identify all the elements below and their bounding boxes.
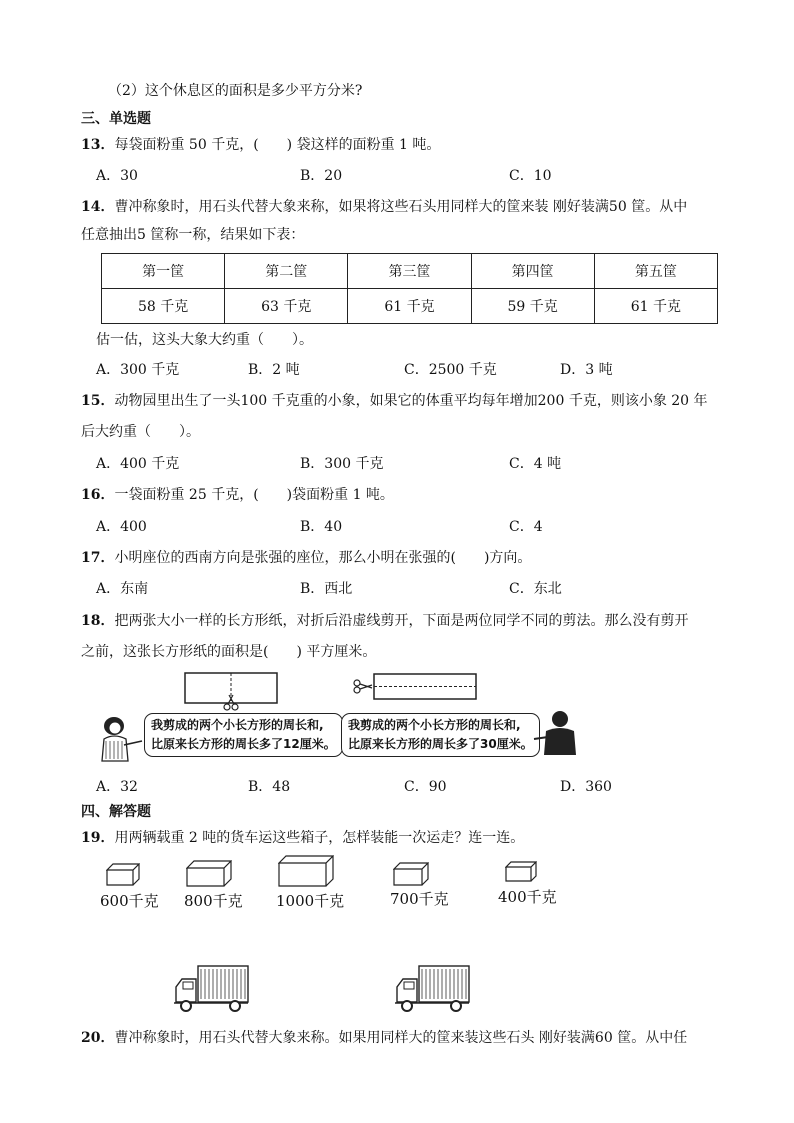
question-text: 每袋面粉重 50 千克，( ) 袋这样的面粉重 1 吨。 xyxy=(114,137,441,153)
question-13 xyxy=(81,135,440,155)
table-cell: 63 千克 xyxy=(225,289,348,324)
table-cell: 58 千克 xyxy=(102,289,225,324)
table-cell: 59 千克 xyxy=(471,289,594,324)
option-b[interactable]: B．48 xyxy=(248,779,291,795)
paper-horizontal-cut-figure xyxy=(352,672,478,702)
option-c[interactable]: C．东北 xyxy=(509,581,562,597)
option-a[interactable]: A．300 千克 xyxy=(96,362,180,378)
question-12-part-2: （2）这个休息区的面积是多少平方分米? xyxy=(108,83,363,99)
truck-icon[interactable] xyxy=(391,963,471,1013)
option-c[interactable]: C．4 xyxy=(509,519,543,535)
question-number: 13． xyxy=(81,137,115,153)
table-cell: 61 千克 xyxy=(594,289,717,324)
option-a[interactable]: A．30 xyxy=(96,168,138,184)
truck-icon[interactable] xyxy=(170,963,250,1013)
question-15-line-1 xyxy=(81,391,708,411)
bubble-line: 我剪成的两个小长方形的周长和, xyxy=(348,718,521,732)
option-a[interactable]: A．东南 xyxy=(96,581,149,597)
box-icon xyxy=(505,861,537,883)
table-row xyxy=(102,289,718,324)
question-text: 小明座位的西南方向是张强的座位，那么小明在张强的( )方向。 xyxy=(114,550,532,566)
box-weight-label: 800千克 xyxy=(184,892,243,910)
student-girl-icon xyxy=(96,715,144,763)
option-c[interactable]: C．10 xyxy=(509,168,552,184)
student-boy-icon xyxy=(532,709,580,757)
speech-bubble-right xyxy=(341,713,540,757)
option-a[interactable]: A．400 xyxy=(96,519,147,535)
paper-vertical-cut-figure xyxy=(184,671,279,711)
table-header-cell: 第一筐 xyxy=(102,254,225,289)
bubble-line: 比原来长方形的周长多了30厘米。 xyxy=(348,737,533,751)
box-icon xyxy=(106,863,140,887)
question-text: 用两辆载重 2 吨的货车运这些箱子，怎样装能一次运走？连一连。 xyxy=(114,830,525,846)
table-header-cell: 第二筐 xyxy=(225,254,348,289)
box-weight-label: 1000千克 xyxy=(276,892,345,910)
table-header-row xyxy=(102,254,718,289)
option-d[interactable]: D．3 吨 xyxy=(560,362,613,378)
option-b[interactable]: B．2 吨 xyxy=(248,362,300,378)
box-weight-label: 600千克 xyxy=(100,892,159,910)
question-number: 18． xyxy=(81,613,115,629)
question-14-line-3: 估一估，这头大象大约重（ ）。 xyxy=(96,332,313,348)
option-b[interactable]: B．20 xyxy=(300,168,343,184)
question-number: 14． xyxy=(81,199,115,215)
question-19 xyxy=(81,828,524,848)
option-c[interactable]: C．2500 千克 xyxy=(404,362,497,378)
question-17 xyxy=(81,548,531,568)
box-icon xyxy=(186,860,232,888)
question-number: 16． xyxy=(81,487,115,503)
section-heading-single-choice: 三、单选题 xyxy=(81,111,151,127)
section-heading-answer-questions: 四、解答题 xyxy=(81,804,151,820)
table-cell: 61 千克 xyxy=(348,289,471,324)
question-number: 15． xyxy=(81,393,115,409)
question-14-line-2: 任意抽出5 筐称一称，结果如下表： xyxy=(81,227,305,243)
table-header-cell: 第四筐 xyxy=(471,254,594,289)
question-20 xyxy=(81,1028,687,1048)
question-15-line-2: 后大约重（ ）。 xyxy=(81,424,200,440)
question-18-line-2: 之前，这张长方形纸的面积是( ) 平方厘米。 xyxy=(81,644,377,660)
option-b[interactable]: B．40 xyxy=(300,519,343,535)
question-text: 把两张大小一样的长方形纸，对折后沿虚线剪开，下面是两位同学不同的剪法。那么没有剪开 xyxy=(114,613,689,629)
question-number: 19． xyxy=(81,830,115,846)
question-18-line-1 xyxy=(81,611,688,631)
option-b[interactable]: B．西北 xyxy=(300,581,353,597)
question-number: 17． xyxy=(81,550,115,566)
bubble-line: 比原来长方形的周长多了12厘米。 xyxy=(151,737,336,751)
table-header-cell: 第三筐 xyxy=(348,254,471,289)
box-weight-label: 700千克 xyxy=(390,890,449,908)
box-icon xyxy=(278,855,334,888)
bubble-line: 我剪成的两个小长方形的周长和, xyxy=(151,718,324,732)
box-icon xyxy=(393,862,429,887)
option-c[interactable]: C．4 吨 xyxy=(509,456,562,472)
question-text: 曹冲称象时，用石头代替大象来称。如果用同样大的筐来装这些石头 刚好装满60 筐。从中任 xyxy=(114,1030,688,1046)
question-text: 曹冲称象时，用石头代替大象来称，如果将这些石头用同样大的筐来装 刚好装满50 筐。从中 xyxy=(114,199,688,215)
option-d[interactable]: D．360 xyxy=(560,779,612,795)
question-number: 20． xyxy=(81,1030,115,1046)
option-b[interactable]: B．300 千克 xyxy=(300,456,384,472)
question-14-line-1 xyxy=(81,197,687,217)
box-weight-label: 400千克 xyxy=(498,888,557,906)
option-a[interactable]: A．32 xyxy=(96,779,138,795)
question-16 xyxy=(81,485,394,505)
scissors-icon xyxy=(354,680,372,693)
option-a[interactable]: A．400 千克 xyxy=(96,456,180,472)
question-text: 动物园里出生了一头100 千克重的小象，如果它的体重平均每年增加200 千克，则该小象 20 年 xyxy=(114,393,708,409)
basket-weight-table xyxy=(101,253,718,324)
table-header-cell: 第五筐 xyxy=(594,254,717,289)
option-c[interactable]: C．90 xyxy=(404,779,447,795)
question-text: 一袋面粉重 25 千克，( )袋面粉重 1 吨。 xyxy=(114,487,394,503)
speech-bubble-left xyxy=(144,713,343,757)
